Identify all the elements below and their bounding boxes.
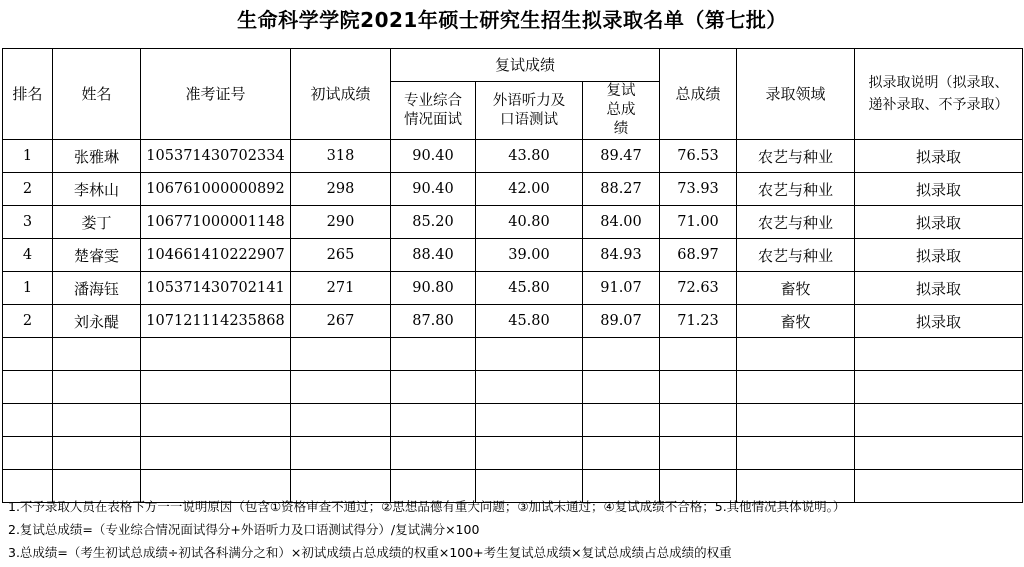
cell-status: 拟录取 <box>855 272 1023 305</box>
cell-name: 张雅琳 <box>53 140 141 173</box>
empty-cell <box>855 338 1023 371</box>
empty-cell <box>660 437 737 470</box>
header-explain-line1: 拟录取说明（拟录取、 <box>868 75 1009 91</box>
cell-rank: 2 <box>3 305 53 338</box>
cell-field: 农艺与种业 <box>737 239 855 272</box>
cell-retest-total: 88.27 <box>583 173 660 206</box>
empty-cell <box>737 404 855 437</box>
cell-rank: 4 <box>3 239 53 272</box>
cell-field: 畜牧 <box>737 305 855 338</box>
cell-prelim: 267 <box>291 305 391 338</box>
empty-row <box>3 338 1023 371</box>
cell-total: 72.63 <box>660 272 737 305</box>
table-row <box>3 173 1023 206</box>
empty-cell <box>583 404 660 437</box>
cell-field: 农艺与种业 <box>737 173 855 206</box>
header-retest-interview <box>391 82 476 140</box>
cell-name: 娄丁 <box>53 206 141 239</box>
empty-cell <box>3 371 53 404</box>
cell-total: 68.97 <box>660 239 737 272</box>
empty-cell <box>476 437 583 470</box>
cell-field: 畜牧 <box>737 272 855 305</box>
cell-exam-id: 105371430702141 <box>141 272 291 305</box>
header-field: 录取领域 <box>737 49 855 140</box>
footnote-3: 3.总成绩=（考生初试总成绩÷初试各科满分之和）×初试成绩占总成绩的权重×100+考生复试总成绩×复试总成绩占总成绩的权重 <box>8 545 732 560</box>
empty-cell <box>737 338 855 371</box>
header-exam-id: 准考证号 <box>141 49 291 140</box>
cell-name: 楚睿雯 <box>53 239 141 272</box>
empty-cell <box>737 437 855 470</box>
cell-total: 71.00 <box>660 206 737 239</box>
cell-language: 45.80 <box>476 272 583 305</box>
page-title: 生命科学学院2021年硕士研究生招生拟录取名单（第七批） <box>237 8 787 32</box>
empty-row <box>3 437 1023 470</box>
cell-total: 73.93 <box>660 173 737 206</box>
header-name: 姓名 <box>53 49 141 140</box>
header-explain <box>855 49 1023 140</box>
header-rank: 排名 <box>3 49 53 140</box>
cell-status: 拟录取 <box>855 206 1023 239</box>
cell-retest-total: 84.93 <box>583 239 660 272</box>
cell-exam-id: 105371430702334 <box>141 140 291 173</box>
header-retest-interview-text: 专业综合情况面试 <box>404 92 462 128</box>
cell-interview: 85.20 <box>391 206 476 239</box>
header-retest-total <box>583 82 660 140</box>
cell-interview: 87.80 <box>391 305 476 338</box>
cell-language: 42.00 <box>476 173 583 206</box>
empty-cell <box>141 437 291 470</box>
header-retest-language-text: 外语听力及口语测试 <box>492 92 566 128</box>
header-total: 总成绩 <box>660 49 737 140</box>
empty-cell <box>53 404 141 437</box>
cell-retest-total: 84.00 <box>583 206 660 239</box>
table-row <box>3 206 1023 239</box>
empty-cell <box>737 371 855 404</box>
cell-field: 农艺与种业 <box>737 140 855 173</box>
empty-cell <box>660 338 737 371</box>
cell-interview: 90.80 <box>391 272 476 305</box>
empty-cell <box>53 371 141 404</box>
empty-cell <box>855 470 1023 503</box>
admission-table <box>2 48 1023 503</box>
empty-cell <box>141 338 291 371</box>
cell-interview: 90.40 <box>391 140 476 173</box>
empty-cell <box>3 338 53 371</box>
cell-prelim: 290 <box>291 206 391 239</box>
footnote-2: 2.复试总成绩=（专业综合情况面试得分+外语听力及口语测试得分）/复试满分×100 <box>8 522 480 537</box>
cell-prelim: 265 <box>291 239 391 272</box>
cell-interview: 90.40 <box>391 173 476 206</box>
empty-cell <box>141 404 291 437</box>
empty-cell <box>476 404 583 437</box>
empty-cell <box>391 371 476 404</box>
cell-total: 76.53 <box>660 140 737 173</box>
cell-status: 拟录取 <box>855 140 1023 173</box>
cell-prelim: 271 <box>291 272 391 305</box>
footnotes <box>8 495 845 564</box>
cell-exam-id: 106761000000892 <box>141 173 291 206</box>
empty-cell <box>391 338 476 371</box>
table-row <box>3 140 1023 173</box>
cell-field: 农艺与种业 <box>737 206 855 239</box>
cell-interview: 88.40 <box>391 239 476 272</box>
cell-exam-id: 104661410222907 <box>141 239 291 272</box>
empty-cell <box>291 371 391 404</box>
empty-cell <box>476 338 583 371</box>
header-retest-language <box>476 82 583 140</box>
cell-exam-id: 106771000001148 <box>141 206 291 239</box>
cell-retest-total: 91.07 <box>583 272 660 305</box>
cell-prelim: 298 <box>291 173 391 206</box>
empty-cell <box>291 404 391 437</box>
cell-retest-total: 89.47 <box>583 140 660 173</box>
footnote-1: 1.不予录取人员在表格下方一一说明原因（包含①资格审查不通过；②思想品德有重大问题；③加试未通过；④复试成绩不合格；5.其他情况具体说明。） <box>8 499 846 514</box>
cell-language: 39.00 <box>476 239 583 272</box>
empty-cell <box>855 437 1023 470</box>
empty-cell <box>291 338 391 371</box>
cell-name: 李林山 <box>53 173 141 206</box>
cell-language: 40.80 <box>476 206 583 239</box>
cell-retest-total: 89.07 <box>583 305 660 338</box>
empty-cell <box>391 437 476 470</box>
cell-name: 潘海钰 <box>53 272 141 305</box>
empty-cell <box>53 338 141 371</box>
empty-cell <box>141 371 291 404</box>
cell-exam-id: 107121114235868 <box>141 305 291 338</box>
empty-cell <box>391 404 476 437</box>
cell-language: 45.80 <box>476 305 583 338</box>
empty-cell <box>291 437 391 470</box>
empty-cell <box>855 404 1023 437</box>
table-row <box>3 305 1023 338</box>
cell-rank: 1 <box>3 272 53 305</box>
table-row <box>3 272 1023 305</box>
empty-row <box>3 371 1023 404</box>
empty-cell <box>53 437 141 470</box>
empty-cell <box>583 338 660 371</box>
cell-status: 拟录取 <box>855 305 1023 338</box>
empty-cell <box>476 371 583 404</box>
empty-row <box>3 404 1023 437</box>
empty-cell <box>3 437 53 470</box>
cell-status: 拟录取 <box>855 239 1023 272</box>
empty-cell <box>855 371 1023 404</box>
cell-language: 43.80 <box>476 140 583 173</box>
cell-rank: 3 <box>3 206 53 239</box>
header-retest-group: 复试成绩 <box>391 49 660 82</box>
cell-name: 刘永醍 <box>53 305 141 338</box>
header-prelim: 初试成绩 <box>291 49 391 140</box>
empty-cell <box>3 404 53 437</box>
cell-rank: 1 <box>3 140 53 173</box>
header-explain-line2: 递补录取、不予录取） <box>868 97 1009 113</box>
empty-cell <box>583 371 660 404</box>
cell-prelim: 318 <box>291 140 391 173</box>
cell-total: 71.23 <box>660 305 737 338</box>
table-row <box>3 239 1023 272</box>
cell-status: 拟录取 <box>855 173 1023 206</box>
empty-cell <box>583 437 660 470</box>
empty-cell <box>660 371 737 404</box>
empty-cell <box>660 404 737 437</box>
header-retest-total-text: 复试总成绩 <box>606 83 636 137</box>
cell-rank: 2 <box>3 173 53 206</box>
